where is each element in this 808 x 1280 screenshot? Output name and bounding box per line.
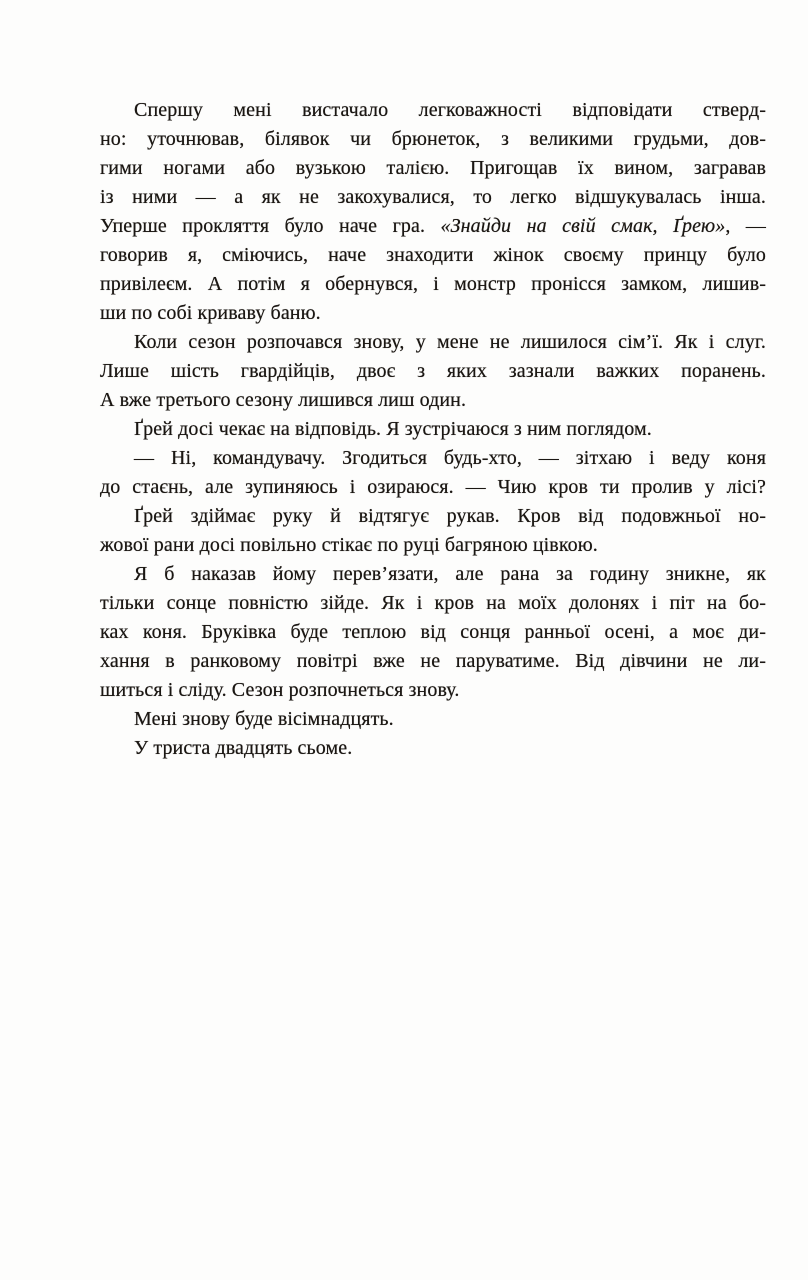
text-line: [100, 560, 766, 589]
text-segment: шиться і сліду. Сезон розпочнеться знову.: [100, 679, 460, 701]
text-segment: Уперше прокляття було наче гра.: [100, 215, 441, 237]
text-line: [100, 705, 766, 734]
text-line: [100, 125, 766, 154]
paragraph: [100, 328, 766, 415]
text-segment: — Ні, командувачу. Згодиться будь-хто, — зітхаю і веду коня: [134, 447, 766, 469]
text-line: [100, 415, 766, 444]
italic-quote-text: «Знайди на свій смак, Ґрею»: [440, 215, 726, 237]
text-segment: ши по собі криваву баню.: [100, 302, 321, 324]
text-line: [100, 676, 766, 705]
text-segment: Спершу мені вистачало легковажності відповідати стверд-: [134, 99, 766, 121]
text-segment: , —: [725, 215, 766, 237]
text-segment: хання в ранковому повітрі вже не паруватиме. Від дівчини не ли-: [100, 650, 766, 672]
text-segment: ках коня. Бруківка буде теплою від сонця ранньої осені, а моє ди-: [100, 621, 766, 643]
text-line: [100, 618, 766, 647]
text-segment: А вже третього сезону лишився лиш один.: [100, 389, 467, 411]
body-text-block: [100, 96, 766, 763]
text-segment: но: уточнював, білявок чи брюнеток, з великими грудьми, дов-: [100, 128, 766, 150]
text-line: [100, 299, 766, 328]
text-line: [100, 386, 766, 415]
text-line: [100, 96, 766, 125]
text-segment: тільки сонце повністю зійде. Як і кров на моїх долонях і піт на бо-: [100, 592, 766, 614]
text-segment: Коли сезон розпочався знову, у мене не лишилося сім’ї. Як і слуг.: [134, 331, 766, 353]
paragraph: [100, 560, 766, 705]
text-segment: Лише шість гвардійців, двоє з яких зазнали важких поранень.: [100, 360, 766, 382]
paragraph: [100, 502, 766, 560]
text-segment: Мені знову буде вісімнадцять.: [134, 708, 394, 730]
text-line: [100, 270, 766, 299]
paragraph: [100, 705, 766, 734]
paragraph: [100, 734, 766, 763]
text-segment: У триста двадцять сьоме.: [134, 737, 353, 759]
text-segment: Ґрей здіймає руку й відтягує рукав. Кров від подовжньої но-: [134, 505, 766, 527]
text-line: [100, 589, 766, 618]
text-line: [100, 241, 766, 270]
text-line: [100, 154, 766, 183]
text-segment: говорив я, сміючись, наче знаходити жінок своєму принцу було: [100, 244, 766, 266]
text-line: [100, 444, 766, 473]
paragraph: [100, 415, 766, 444]
text-line: [100, 328, 766, 357]
text-segment: гими ногами або вузькою талією. Пригощав їх вином, загравав: [100, 157, 766, 179]
paragraph: [100, 96, 766, 328]
text-segment: Я б наказав йому перев’язати, але рана за годину зникне, як: [134, 563, 766, 585]
text-line: [100, 734, 766, 763]
text-line: [100, 647, 766, 676]
text-segment: до стаєнь, але зупиняюсь і озираюся. — Чию кров ти пролив у лісі?: [100, 476, 766, 498]
text-line: [100, 473, 766, 502]
text-line: [100, 531, 766, 560]
text-segment: жової рани досі повільно стікає по руці багряною цівкою.: [100, 534, 598, 556]
text-line: [100, 183, 766, 212]
text-segment: із ними — а як не закохувалися, то легко відшукувалась інша.: [100, 186, 766, 208]
text-line: [100, 357, 766, 386]
text-line: [100, 212, 766, 241]
text-line: [100, 502, 766, 531]
text-segment: привілеєм. А потім я обернувся, і монстр пронісся замком, лишив-: [100, 273, 766, 295]
paragraph: [100, 444, 766, 502]
text-segment: Ґрей досі чекає на відповідь. Я зустрічаюся з ним поглядом.: [134, 418, 652, 440]
